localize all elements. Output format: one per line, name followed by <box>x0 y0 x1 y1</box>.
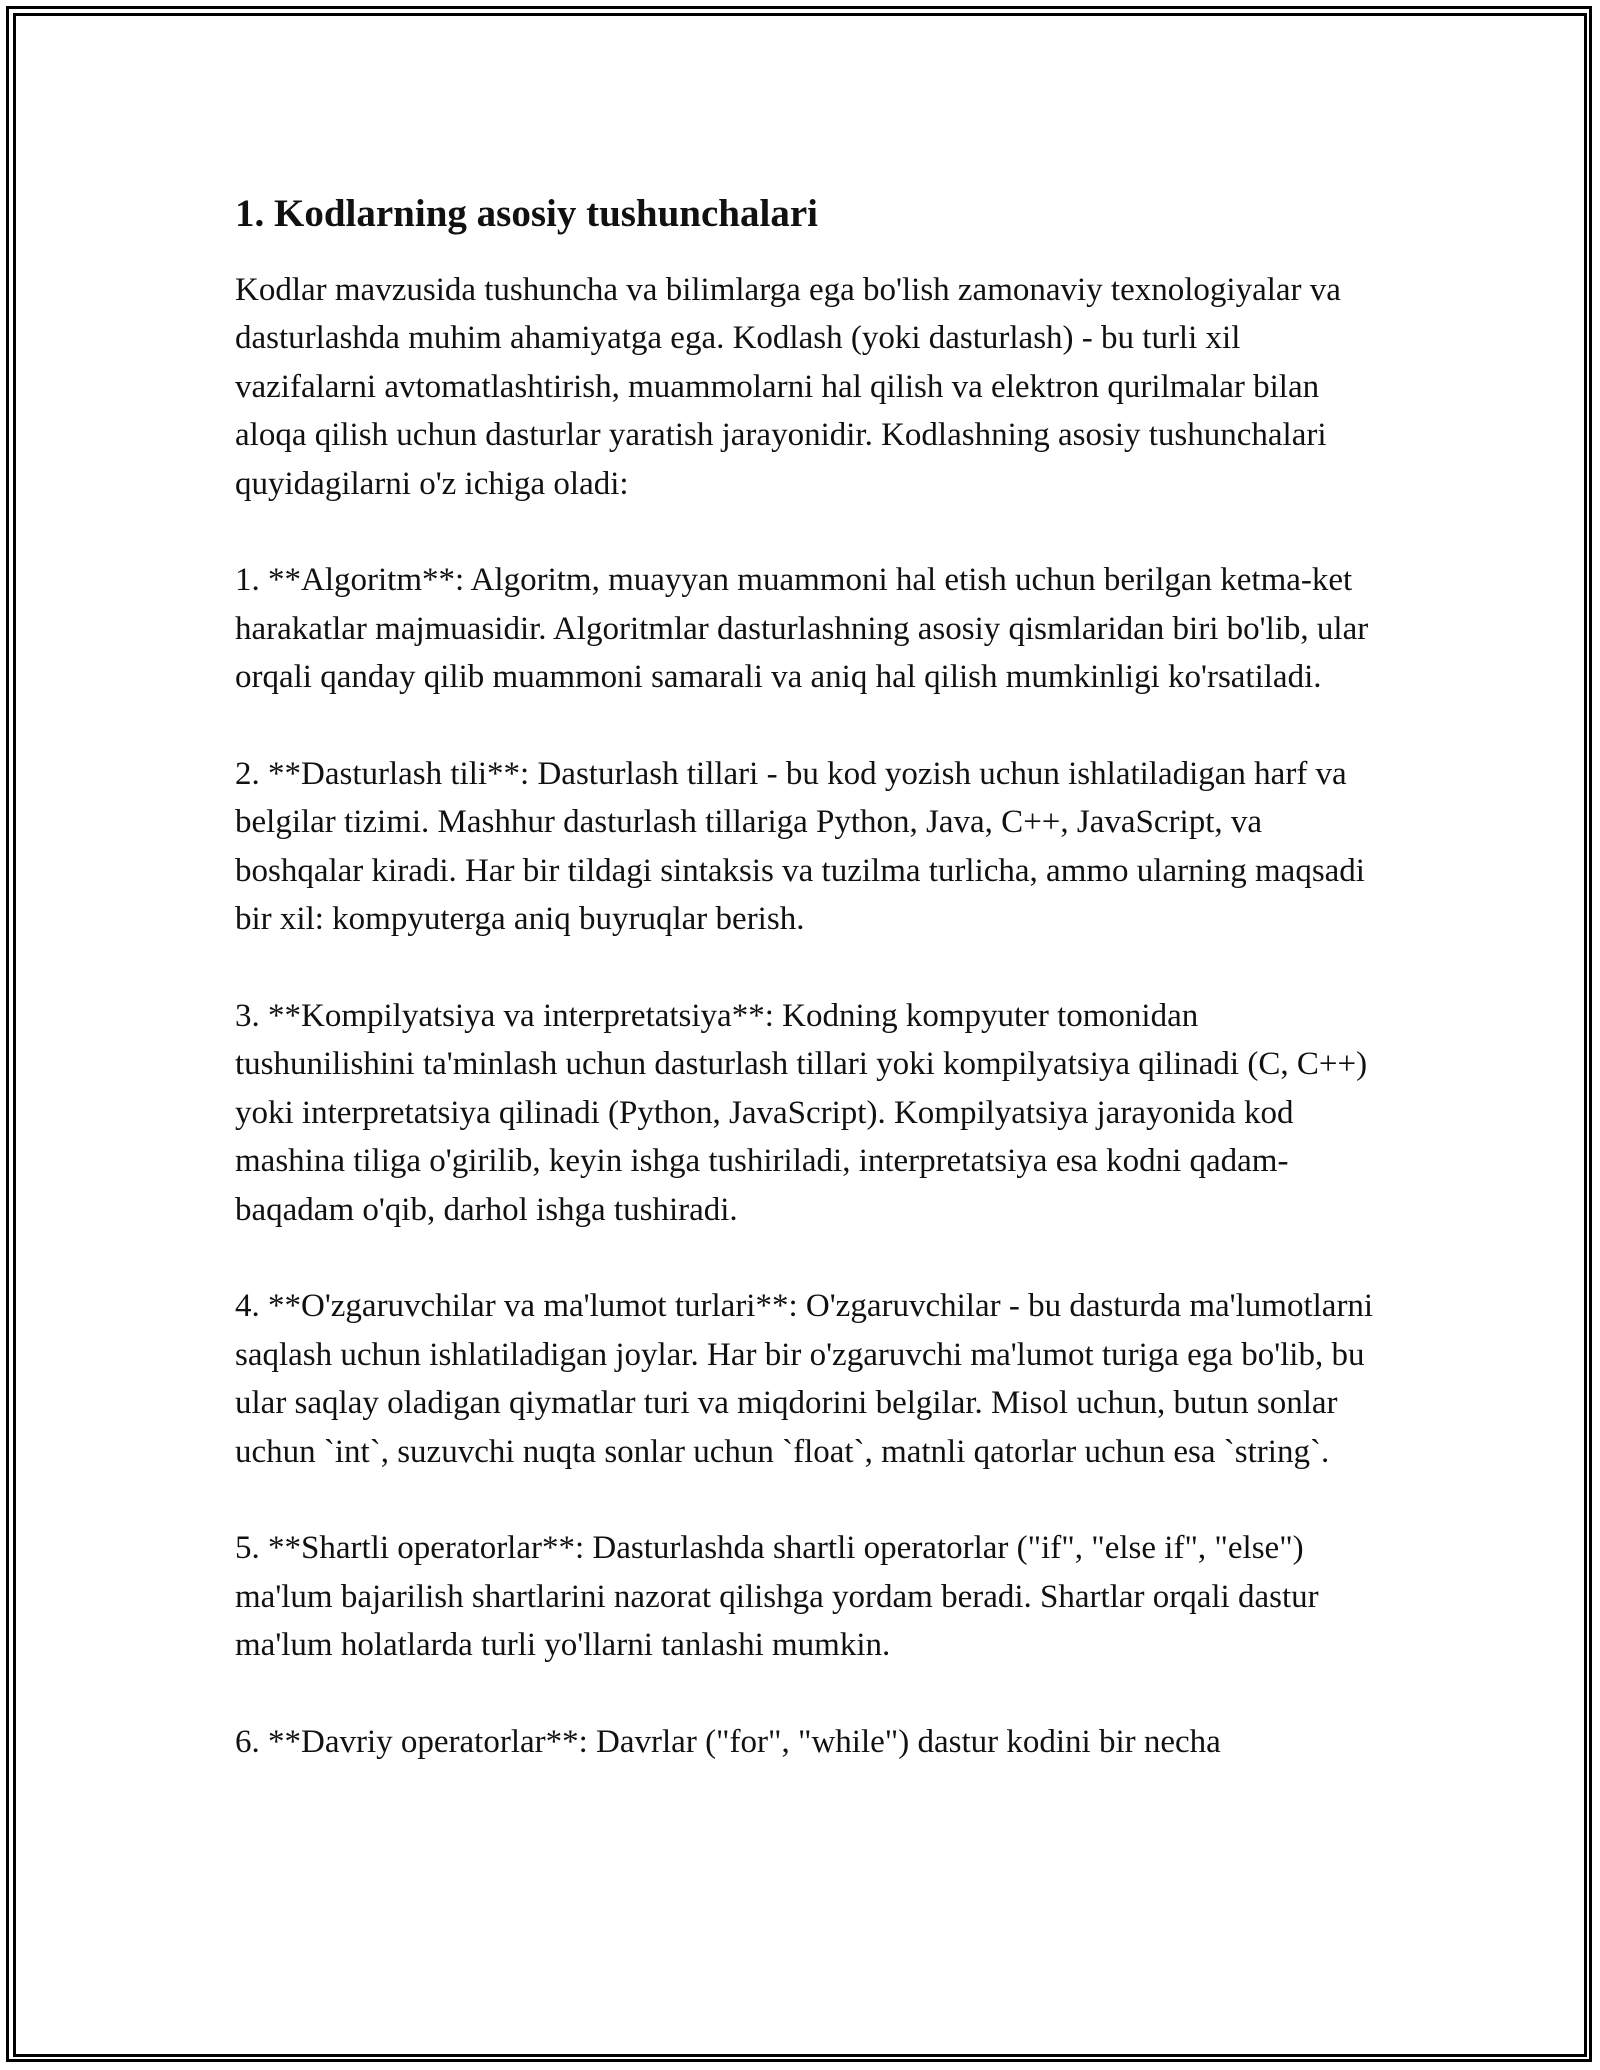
document-body <box>235 188 1375 1815</box>
list-item-davriy-operatorlar: 6. **Davriy operatorlar**: Davrlar ("for", "while") dastur kodini bir necha <box>235 1724 1221 1761</box>
list-item-shartli-operatorlar: 5. **Shartli operatorlar**: Dasturlashda shartli operatorlar ("if", "else if", "else") ma'lum bajarilish shartlarini nazorat qilishga yordam beradi. Shartlar orqali dastur ma'lum holatlarda turli yo'llarni tanlashi mumkin. <box>235 1530 1319 1664</box>
list-item-kompilyatsiya: 3. **Kompilyatsiya va interpretatsiya**: Kodning kompyuter tomonidan tushunilishini ta'minlash uchun dasturlash tillari yoki kompilyatsiya qilinadi (C, C++) yoki interpretatsiya qilinadi (Python, JavaScript). Kompilyatsiya jarayonida kod mashina tiliga o'girilib, keyin ishga tushiriladi, interpretatsiya esa kodni qadam-baqadam o'qib, darhol ishga tushiradi. <box>235 998 1368 1228</box>
list-item-ozgaruvchilar: 4. **O'zgaruvchilar va ma'lumot turlari**: O'zgaruvchilar - bu dasturda ma'lumotlarni saqlash uchun ishlatiladigan joylar. Har bir o'zgaruvchi ma'lumot turiga ega bo'lib, bu ular saqlay oladigan qiymatlar turi va miqdorini belgilar. Misol uchun, butun sonlar uchun `int`, suzuvchi nuqta sonlar uchun `float`, matnli qatorlar uchun esa `string`. <box>235 1288 1374 1470</box>
list-item-algoritm: 1. **Algoritm**: Algoritm, muayyan muammoni hal etish uchun berilgan ketma-ket harakatlar majmuasidir. Algoritmlar dasturlashning asosiy qismlaridan biri bo'lib, ular orqali qanday qilib muammoni samarali va aniq hal qilish mumkinligi ko'rsatiladi. <box>235 562 1369 696</box>
intro-paragraph: Kodlar mavzusida tushuncha va bilimlarga ega bo'lish zamonaviy texnologiyalar va dasturlashda muhim ahamiyatga ega. Kodlash (yoki dasturlash) - bu turli xil vazifalarni avtomatlashtirish, muammolarni hal qilish va elektron qurilmalar bilan aloqa qilish uchun dasturlar yaratish jarayonidir. Kodlashning asosiy tushunchalari quyidagilarni o'z ichiga oladi: <box>235 272 1341 502</box>
section-heading: 1. Kodlarning asosiy tushunchalari <box>235 192 818 235</box>
list-item-dasturlash-tili: 2. **Dasturlash tili**: Dasturlash tillari - bu kod yozish uchun ishlatiladigan harf va belgilar tizimi. Mashhur dasturlash tillariga Python, Java, C++, JavaScript, va boshqalar kiradi. Har bir tildagi sintaksis va tuzilma turlicha, ammo ularning maqsadi bir xil: kompyuterga aniq buyruqlar berish. <box>235 756 1365 938</box>
